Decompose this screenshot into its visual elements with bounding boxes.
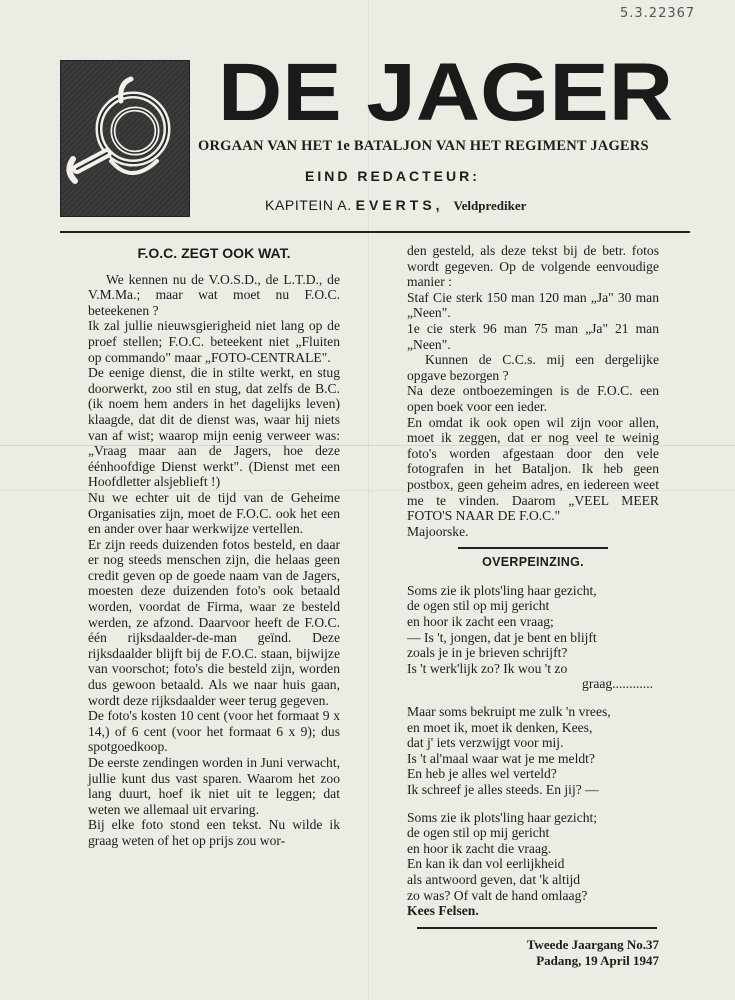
- poem-stanza: [407, 810, 659, 904]
- editor-label: EIND REDACTEUR:: [305, 168, 480, 184]
- poem-line: Soms zie ik plots'ling haar gezicht,: [407, 582, 597, 598]
- article-paragraph: Na deze ontboezemingen is de F.O.C. een open boek voor een ieder.: [407, 383, 659, 414]
- footer-divider: [417, 927, 657, 929]
- article-paragraph: De foto's kosten 10 cent (voor het formaat 9 x 14,) of 6 cent (voor het formaat 6 x 9); dus spotgoedkoop.: [88, 708, 340, 755]
- poem-line: En heb je alles wel verteld?: [407, 766, 557, 782]
- poem-line: zo was? Of valt de hand omlaag?: [407, 887, 588, 903]
- right-column: [407, 243, 659, 969]
- header-divider: [60, 231, 690, 233]
- poem-line: de ogen stil op mij gericht: [407, 825, 550, 841]
- poem: [407, 583, 659, 919]
- poem-line: en hoor ik zacht die vraag.: [407, 840, 552, 856]
- archive-mark: 5.3.22367: [620, 6, 696, 21]
- title-stencil-graphic: [218, 48, 678, 130]
- poem-line: — Is 't, jongen, dat je bent en blijft: [407, 629, 597, 645]
- hunting-horn-icon: [61, 61, 189, 216]
- article-paragraph: Kunnen de C.C.s. mij een dergelijke opgave bezorgen ?: [407, 352, 659, 383]
- poem-line: En kan ik dan vol eerlijkheid: [407, 856, 565, 872]
- section-divider: [458, 547, 608, 549]
- editor-line: [265, 197, 526, 214]
- poem-line: de ogen stil op mij gericht: [407, 598, 550, 614]
- poem-author: Kees Felsen.: [407, 903, 479, 919]
- left-column: [88, 243, 340, 849]
- article-paragraph: De eerste zendingen worden in Juni verwacht, jullie kunt dus vast sparen. Waarom het zoo lang duurt, hoef ik niet uit te leggen; dat weten we allemaal uit ervaring.: [88, 755, 340, 817]
- issue-line: Tweede Jaargang No.37: [526, 936, 659, 952]
- date-line: Padang, 19 April 1947: [536, 952, 659, 968]
- article-paragraph: Ik zal jullie nieuwsgierigheid niet lang op de proef stellen; F.O.C. beteekent niet „Fluiten op commando" maar „FOTO-CENTRALE".: [88, 318, 340, 365]
- article-paragraph: De eenige dienst, die in stilte werkt, en stug doorwerkt, zoo stil en stug, dat zelfs de B.C. (ik noem hem anders in het dagelijks leven) klaagde, dat dit de dienst was, waar hij niets van af wist; waarop mijn eenig verweer was: „Vraag maar aan de Jagers, hoe deze éénhoofdige Dienst werkt". (Dienst met een Hoofdletter alsjeblieft !): [88, 365, 340, 490]
- editor-prefix: KAPITEIN A.: [265, 197, 352, 213]
- poem-line: en moet ik, moet ik denken, Kees,: [407, 719, 593, 735]
- editor-surname: EVERTS,: [355, 197, 444, 213]
- poem-line: en hoor ik zacht een vraag;: [407, 614, 554, 630]
- poem-line: Soms zie ik plots'ling haar gezicht;: [407, 809, 598, 825]
- editor-role: Veldprediker: [453, 198, 527, 213]
- poem-heading: OVERPEINZING.: [482, 555, 584, 570]
- article-signature: Majoorske.: [407, 523, 469, 539]
- hunting-horn-logo: [60, 60, 190, 217]
- poem-line: Ik schreef je alles steeds. En jij? —: [407, 782, 599, 797]
- poem-line: zoals je in je brieven schrijft?: [407, 645, 568, 661]
- article-paragraph: Nu we echter uit de tijd van de Geheime Organisaties zijn, moet de F.O.C. ook het een en ander over haar werkwijze vertellen.: [88, 489, 340, 537]
- article-heading: F.O.C. ZEGT OOK WAT.: [137, 245, 291, 261]
- poem-line: Is 't al'maal waar wat je me meldt?: [407, 750, 595, 766]
- article-paragraph: En omdat ik ook open wil zijn voor allen, moet ik zeggen, dat er nog veel te weinig foto's worden afgestaan door den vele fotografen in het Bataljon. Ik heb geen postbox, geen geheim adres, en iedereen weet me te vinden. Daarom „VEEL MEER FOTO'S NAAR DE F.O.C.": [407, 414, 659, 524]
- poem-stanza: [407, 583, 659, 692]
- newspaper-title: [218, 48, 678, 130]
- poem-line: dat j' iets verzwijgt voor mij.: [407, 735, 564, 751]
- poem-stanza: [407, 704, 659, 798]
- article-paragraph: Bij elke foto stond een tekst. Nu wilde ik graag weten of het op prijs zou wor-: [88, 817, 340, 848]
- strength-line: Staf Cie sterk 150 man 120 man „Ja" 30 man „Neen".: [407, 289, 659, 321]
- title-text: DE JAGER: [218, 48, 673, 130]
- article-continuation: den gesteld, als deze tekst bij de betr. fotos wordt gegeven. Op de volgende eenvoudige manier :: [407, 243, 659, 290]
- article-paragraph: Er zijn reeds duizenden fotos besteld, en daar er nog steeds menschen zijn, die helaas geen credit geven op de goede naam van de Jagers, moesten deze duizenden foto's ook betaald worden, voordat de Firma, waar ze besteld werden, ze afzond. Daarvoor heeft de F.O.C. één rijksdaalder-de-man geïnd. Deze rijksdaalder blijft bij de F.O.C. staan, bijwijze van voorschot; foto's die besteld zijn, worden dus gewoon betaald. Als we naar huis gaan, wordt deze rijksdaalder weer terug gegeven.: [88, 536, 340, 708]
- poem-line: Maar soms bekruipt me zulk 'n vrees,: [407, 704, 611, 720]
- subtitle: ORGAAN VAN HET 1e BATALJON VAN HET REGIMENT JAGERS: [198, 138, 649, 154]
- poem-line: graag............: [582, 676, 653, 692]
- strength-line: 1e cie sterk 96 man 75 man „Ja" 21 man „Neen".: [407, 320, 659, 352]
- article-paragraph: We kennen nu de V.O.S.D., de L.T.D., de V.M.Ma.; maar wat moet nu F.O.C. beteekenen ?: [88, 271, 340, 318]
- poem-line: als antwoord geven, dat 'k altijd: [407, 871, 581, 887]
- poem-line: Is 't werk'lijk zo? Ik wou 't zo: [407, 660, 568, 676]
